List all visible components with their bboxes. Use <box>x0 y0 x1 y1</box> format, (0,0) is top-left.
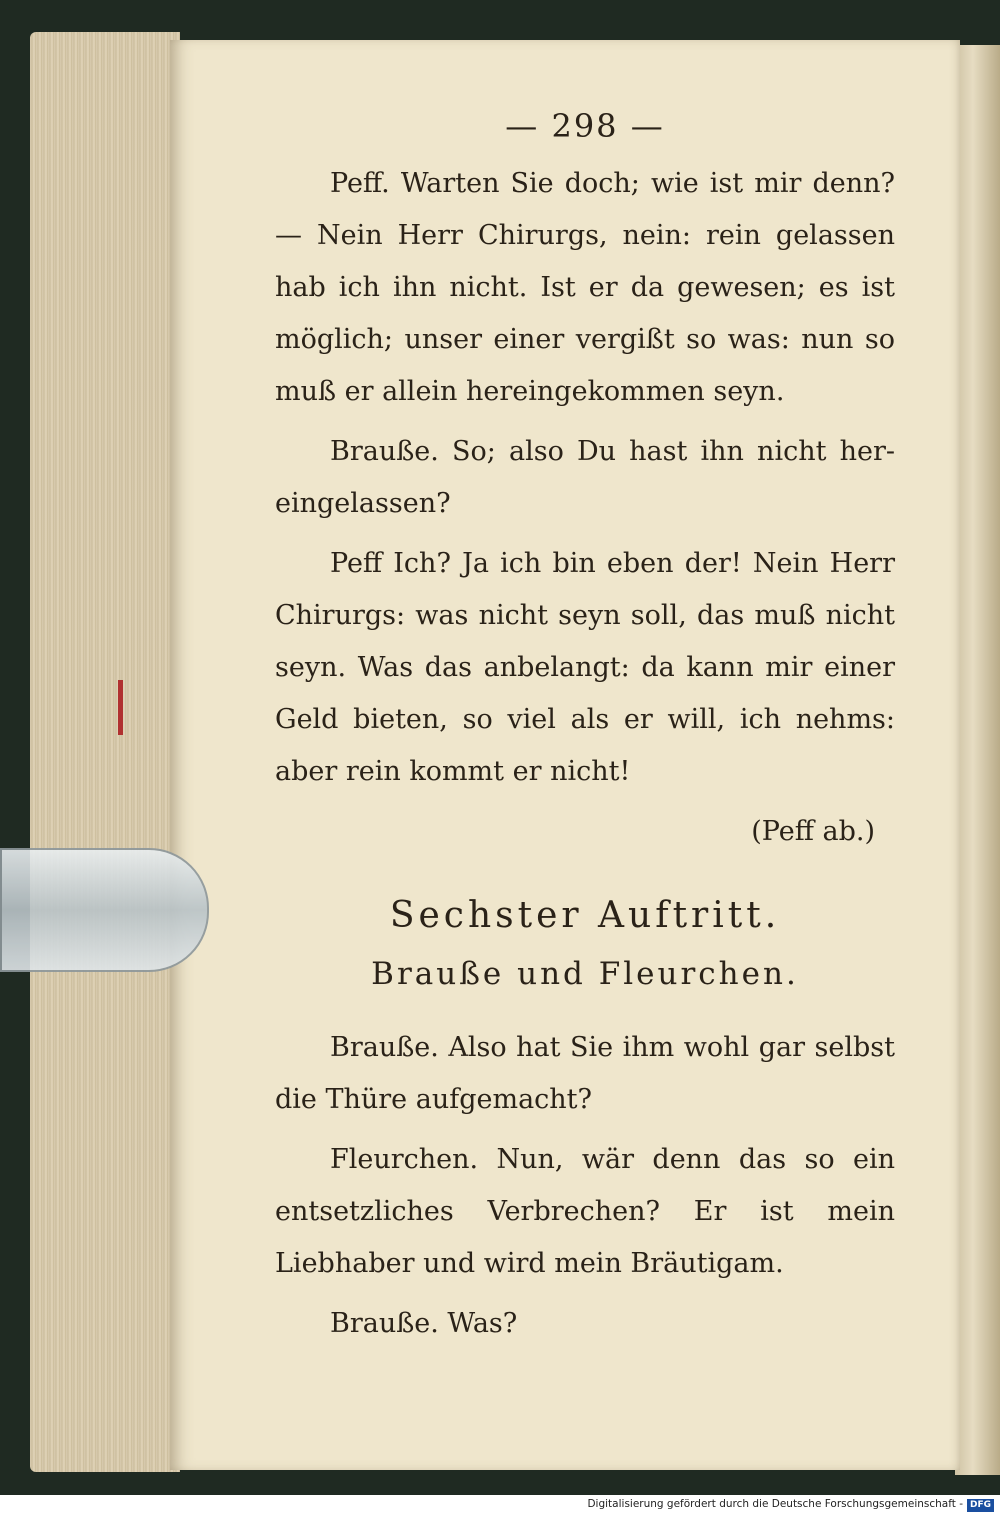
bookmark-ribbon <box>118 680 123 735</box>
digitization-footer <box>0 1495 1000 1513</box>
scene-cast: Brauße und Fleurchen. <box>371 956 799 992</box>
paragraph: Peff. Warten Sie doch; wie ist mir denn? — Nein Herr Chirurgs, nein: rein gelassen hab ich ihn nicht. Ist er da gewesen; es ist möglich; unser einer vergißt so was: nun so muß er allein hereingekommen seyn. <box>275 168 895 407</box>
paragraph: Brauße. Also hat Sie ihm wohl gar selbst die Thüre aufgemacht? <box>275 1032 895 1115</box>
page-holder-clip <box>0 848 209 972</box>
dfg-logo: DFG <box>967 1499 994 1512</box>
page-number: — 298 — <box>505 107 665 145</box>
paragraph: Fleurchen. Nun, wär denn das so ein entsetzliches Verbrechen? Er ist mein Liebhaber und wird mein Bräutigam. <box>275 1144 895 1279</box>
scene-title: Sechster Auftritt. <box>389 895 781 936</box>
paragraph: Braußе. So; also Du hast ihn nicht her-eingelassen? <box>275 436 895 519</box>
page-text <box>275 100 895 1358</box>
paragraph: Brauße. Was? <box>330 1308 518 1339</box>
footer-text: Digitalisierung gefördert durch die Deutsche Forschungsgemeinschaft - <box>587 1498 963 1510</box>
book-page-edges <box>30 32 180 1472</box>
stage-direction: (Peff ab.) <box>751 816 875 847</box>
next-page-edge <box>955 45 1000 1475</box>
paragraph: Peff Ich? Ja ich bin eben der! Nein Herr Chirurgs: was nicht seyn soll, das muß nicht seyn. Was das anbelangt: da kann mir einer Geld bieten, so viel als er will, ich nehms: aber rein kommt er nicht! <box>275 548 895 787</box>
